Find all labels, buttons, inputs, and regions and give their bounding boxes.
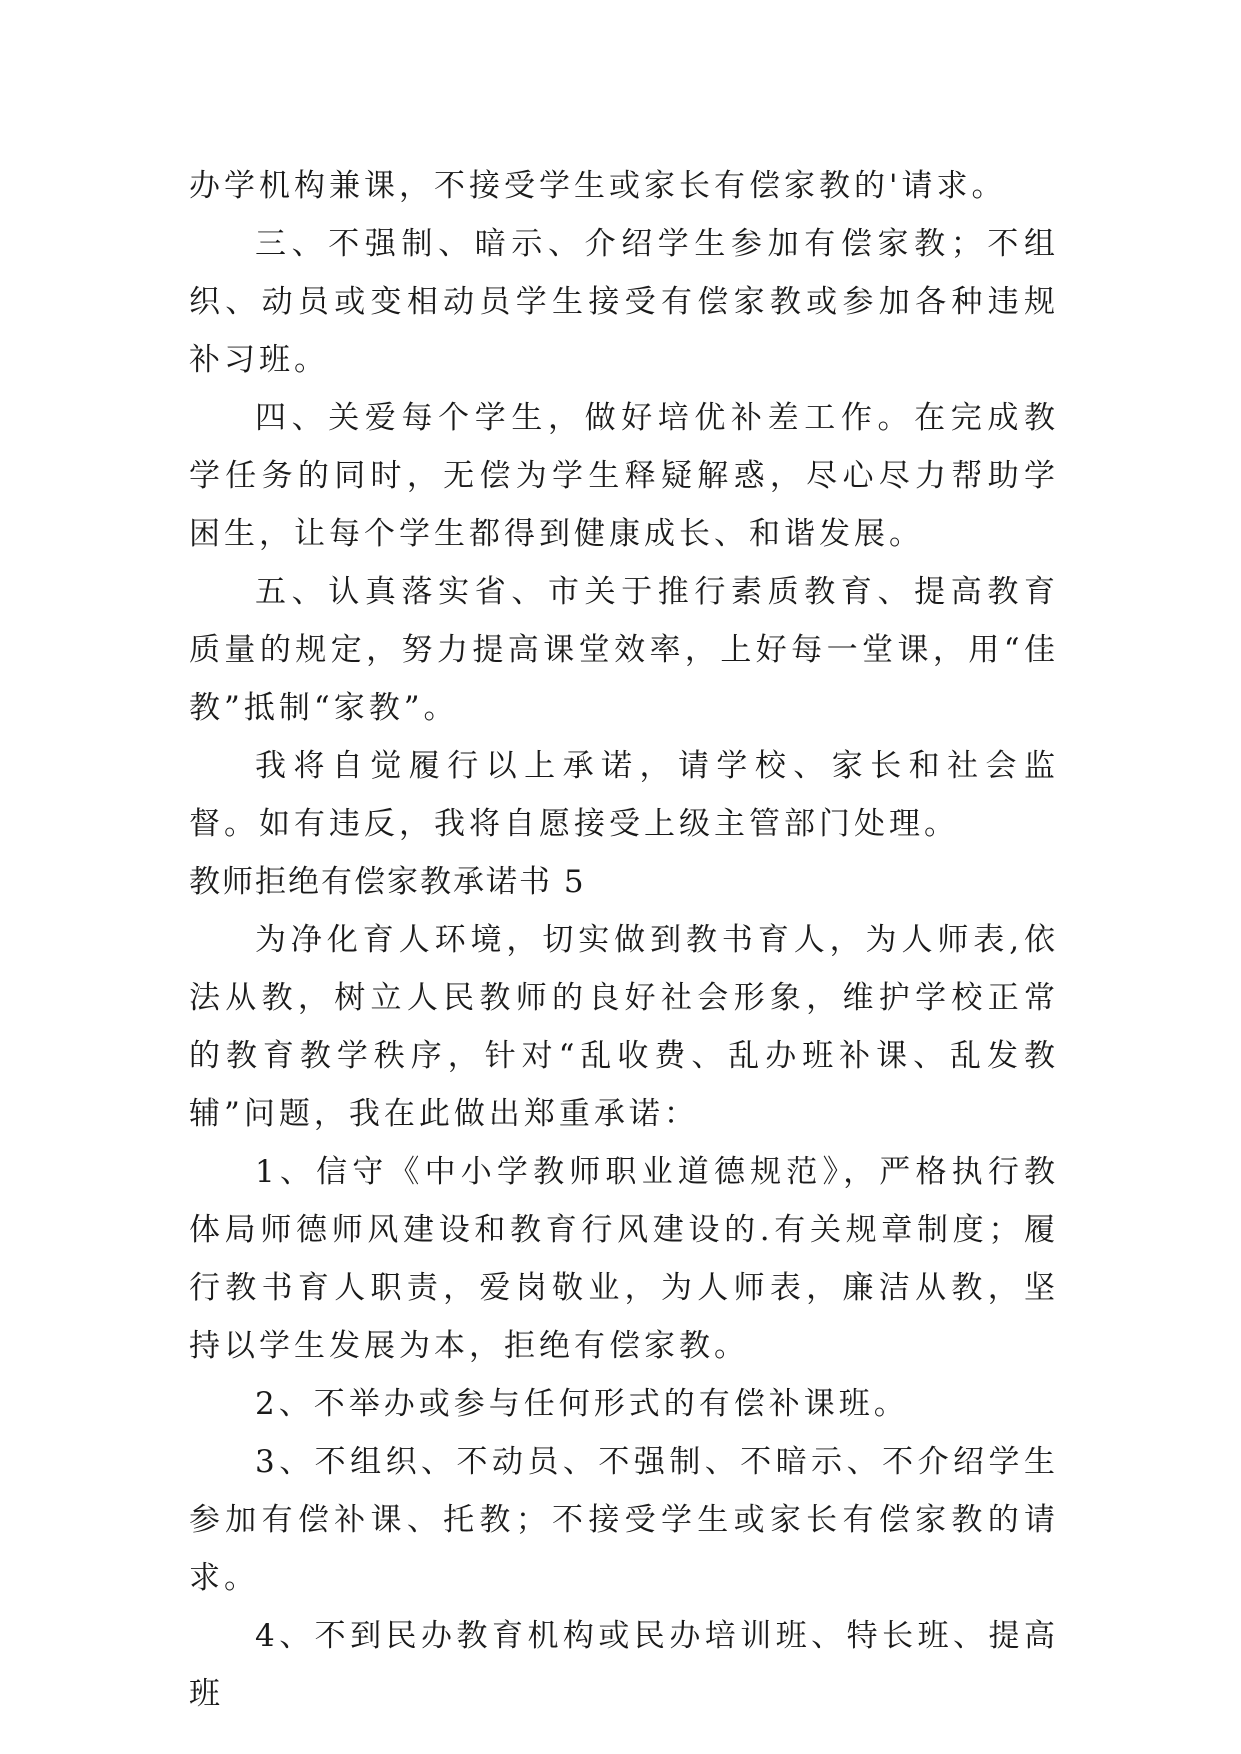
paragraph-item-4: 四、关爱每个学生，做好培优补差工作。在完成教学任务的同时，无偿为学生释疑解惑，尽心尽力帮助学困生，让每个学生都得到健康成长、和谐发展。	[189, 400, 1059, 552]
paragraph-continuation: 办学机构兼课，不接受学生或家长有偿家教的'请求。	[189, 168, 1007, 204]
paragraph-item-5: 五、认真落实省、市关于推行素质教育、提高教育质量的规定，努力提高课堂效率，上好每一堂课，用“佳教”抵制“家教”。	[189, 574, 1059, 726]
section-item-1: 1、信守《中小学教师职业道德规范》，严格执行教体局师德师风建设和教育行风建设的.有关规章制度；履行教书育人职责，爱岗敬业，为人师表，廉洁从教，坚持以学生发展为本，拒绝有偿家教。	[189, 1154, 1059, 1364]
section-item-4: 4、不到民办教育机构或民办培训班、特长班、提高班	[189, 1618, 1059, 1712]
section-item-3: 3、不组织、不动员、不强制、不暗示、不介绍学生参加有偿补课、托教；不接受学生或家长有偿家教的请求。	[189, 1444, 1059, 1596]
document-body	[189, 157, 1059, 1723]
paragraph-closing: 我将自觉履行以上承诺，请学校、家长和社会监督。如有违反，我将自愿接受上级主管部门处理。	[189, 748, 1059, 842]
section-intro: 为净化育人环境，切实做到教书育人，为人师表,依法从教，树立人民教师的良好社会形象，维护学校正常的教育教学秩序，针对“乱收费、乱办班补课、乱发教辅”问题，我在此做出郑重承诺：	[189, 922, 1059, 1132]
section-item-2: 2、不举办或参与任何形式的有偿补课班。	[255, 1386, 909, 1422]
paragraph-item-3: 三、不强制、暗示、介绍学生参加有偿家教；不组织、动员或变相动员学生接受有偿家教或参加各种违规补习班。	[189, 226, 1059, 378]
section-title: 教师拒绝有偿家教承诺书 5	[189, 864, 586, 900]
